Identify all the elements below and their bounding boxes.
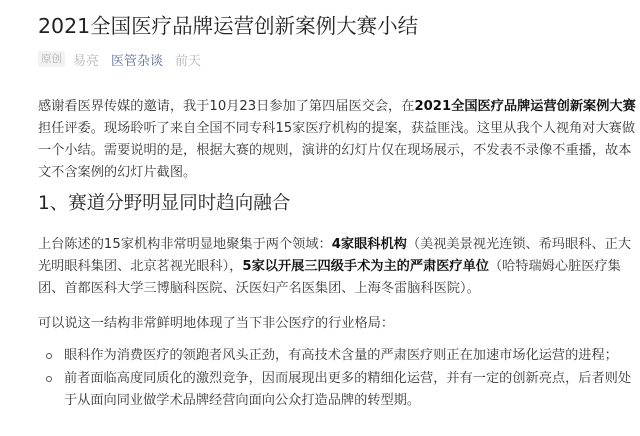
section-text-2: （美视美景视光连锁、希玛眼科、正大光明眼科集团、北京茗视光眼科）， bbox=[38, 237, 632, 274]
bullet-icon bbox=[46, 376, 52, 382]
section-text-1: 上台陈述的15家机构非常明显地聚集于两个领域： bbox=[38, 237, 332, 252]
original-badge: 原创 bbox=[38, 51, 65, 67]
bullet-list bbox=[38, 345, 638, 413]
intro-bold-event: 2021全国医疗品牌运营创新案例大赛 bbox=[414, 99, 636, 114]
section-bold-serious: 5家以开展三四级手术为主的严肃医疗单位 bbox=[242, 259, 489, 274]
intro-text-2: 担任评委。现场聆听了来自全国不同专科15家医疗机构的提案，获益匪浅。这里从我个人视角对大赛做一个小结。需要说明的是，根据大赛的规则，演讲的幻灯片仅在现场展示，不发表不录像不重播，故本文不含案例的幻灯片截图。 bbox=[38, 121, 636, 180]
publish-time: 前天 bbox=[175, 53, 202, 69]
section-text-3: （哈特瑞姆心脏医疗集团、首都医科大学三博脑科医院、沃医妇产名医集团、上海冬雷脑科医院）。 bbox=[38, 259, 621, 296]
author-name: 易亮 bbox=[73, 53, 100, 69]
section-paragraph bbox=[38, 234, 638, 300]
article-title: 2021全国医疗品牌运营创新案例大赛小结 bbox=[38, 14, 419, 38]
list-item-text: 前者面临高度同质化的激烈竞争，因而展现出更多的精细化运营，并有一定的创新亮点，后者则处于从面向同业做学术品牌经营向面向公众打造品牌的转型期。 bbox=[64, 371, 632, 408]
summary-paragraph: 可以说这一结构非常鲜明地体现了当下非公医疗的行业格局： bbox=[38, 316, 395, 331]
intro-text-1: 感谢看医界传媒的邀请，我于10月23日参加了第四届医交会，在 bbox=[38, 99, 415, 114]
list-item-text: 眼科作为消费医疗的领跑者风头正劲，有高技术含量的严肃医疗则正在加速市场化运营的进程； bbox=[64, 348, 618, 363]
list-item bbox=[38, 368, 638, 412]
section-bold-eye: 4家眼科机构 bbox=[331, 237, 407, 252]
list-item bbox=[38, 345, 638, 367]
bullet-icon bbox=[46, 353, 52, 359]
article-meta bbox=[38, 49, 201, 69]
section-heading: 1、赛道分野明显同时趋向融合 bbox=[38, 193, 291, 214]
account-name-link[interactable]: 医管杂谈 bbox=[111, 53, 164, 69]
intro-paragraph bbox=[38, 96, 638, 184]
